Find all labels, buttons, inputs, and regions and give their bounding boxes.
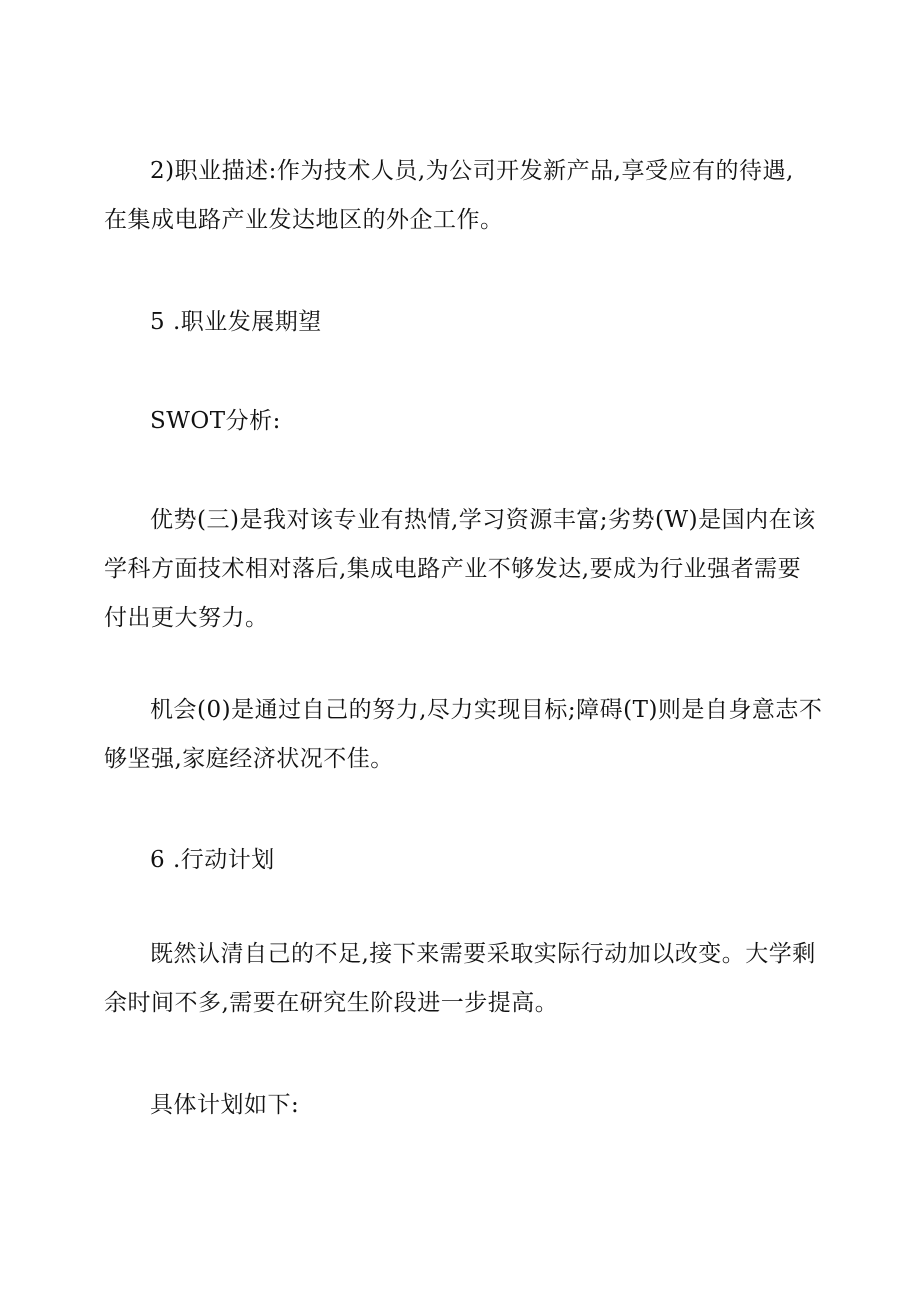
text-line: 够坚强,家庭经济状况不佳。 (104, 746, 394, 772)
text-line: 优势(三)是我对该专业有热情,学习资源丰富;劣势(W)是国内在该 (150, 507, 816, 533)
swot-heading (104, 397, 816, 446)
text-line: 2)职业描述:作为技术人员,为公司开发新产品,享受应有的待遇, (150, 158, 794, 184)
text-line: 付出更大努力。 (104, 605, 269, 631)
plan-intro-paragraph (104, 1081, 816, 1130)
heading-text: 5 .职业发展期望 (150, 309, 322, 335)
action-paragraph (104, 930, 816, 1028)
text-line: 学科方面技术相对落后,集成电路产业不够发达,要成为行业强者需要 (104, 556, 802, 582)
text-line: 在集成电路产业发达地区的外企工作。 (104, 207, 504, 233)
text-line: 具体计划如下: (150, 1092, 300, 1118)
opportunities-threats-paragraph (104, 686, 823, 784)
section-heading-career-expectation (104, 298, 816, 347)
strengths-weaknesses-paragraph (104, 496, 816, 643)
text-line: 机会(0)是通过自己的努力,尽力实现目标;障碍(T)则是自身意志不 (150, 697, 823, 723)
text-line: 既然认清自己的不足,接下来需要采取实际行动加以改变。大学剩 (150, 941, 816, 967)
heading-text: SWOT分析: (150, 408, 281, 434)
career-description-paragraph (104, 147, 816, 245)
section-heading-action-plan (104, 836, 816, 885)
text-line: 余时间不多,需要在研究生阶段进一步提高。 (104, 990, 559, 1016)
heading-text: 6 .行动计划 (150, 847, 275, 873)
